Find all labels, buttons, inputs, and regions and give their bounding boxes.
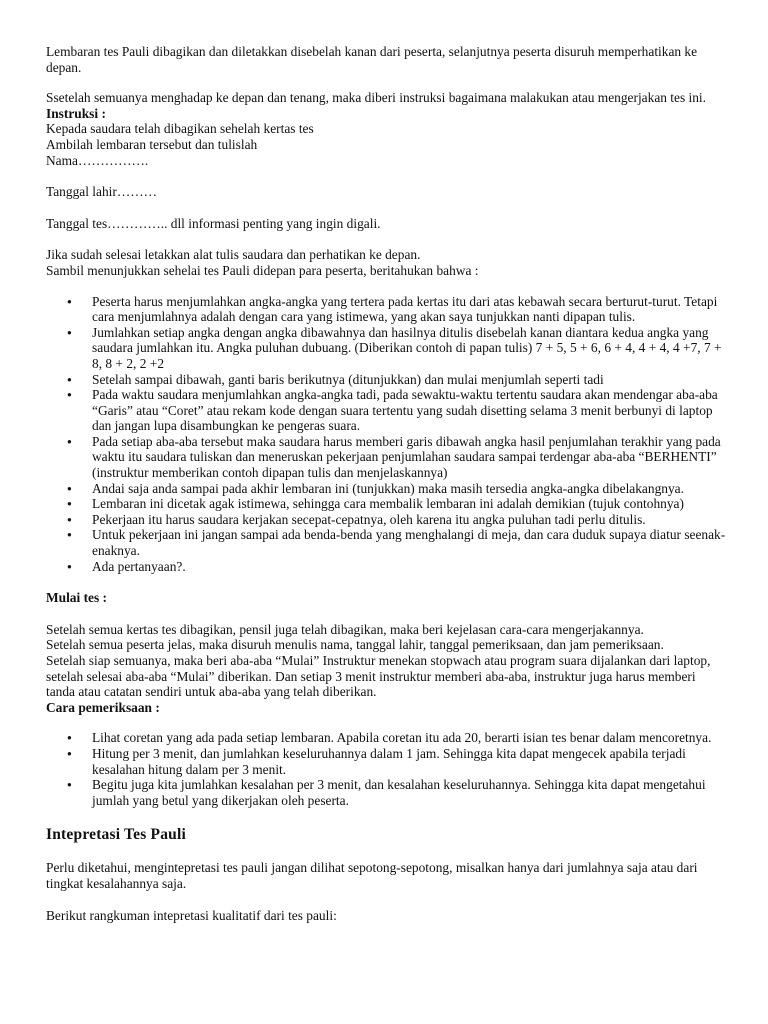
list-item xyxy=(92,387,726,434)
interpretasi-paragraph-2: Berikut rangkuman intepretasi kualitatif dari tes pauli: xyxy=(46,907,337,923)
intro-paragraph-2: Ssetelah semuanya menghadap ke depan dan tenang, maka diberi instruksi bagaimana malakukan atau mengerjakan tes ini. xyxy=(46,90,707,106)
pemeriksaan-text: Hitung per 3 menit, dan jumlahkan keseluruhannya dalam 1 jam. Sehingga kita dapat mengecek apabila terjadi kesalahan hitung dalam per 3 menit. xyxy=(92,745,686,777)
pemeriksaan-heading: Cara pemeriksaan : xyxy=(46,699,160,715)
list-item xyxy=(92,481,726,497)
instruksi-heading: Instruksi : xyxy=(46,105,106,121)
briefing-line-2: Sambil menunjukkan sehelai tes Pauli didepan para peserta, beritahukan bahwa : xyxy=(46,262,479,278)
instruksi-nama: Nama……………. xyxy=(46,152,149,168)
interpretasi-paragraph-1: Perlu diketahui, mengintepretasi tes pauli jangan dilihat sepotong-sepotong, misalkan hanya dari jumlahnya saja atau dari tingkat kesalahannya saja. xyxy=(46,860,698,891)
interpretasi-heading: Intepretasi Tes Pauli xyxy=(46,826,186,844)
rule-text: Untuk pekerjaan ini jangan sampai ada benda-benda yang menghalangi di meja, dan cara duduk supaya diatur seenak-enaknya. xyxy=(92,527,726,559)
list-item xyxy=(92,325,726,372)
list-item xyxy=(92,730,726,746)
intro-paragraph-1: Lembaran tes Pauli dibagikan dan diletakkan disebelah kanan dari peserta, selanjutnya peserta disuruh memperhatikan ke depan. xyxy=(46,44,698,75)
list-item xyxy=(92,372,726,388)
list-item xyxy=(92,777,726,808)
pemeriksaan-text: Lihat coretan yang ada pada setiap lembaran. Apabila coretan itu ada 20, berarti isian tes benar dalam mencoretnya. xyxy=(92,730,712,746)
mulai-heading: Mulai tes : xyxy=(46,590,107,606)
instruksi-tanggal-tes: Tanggal tes………….. dll informasi penting yang ingin digali. xyxy=(46,215,381,231)
rule-text: Andai saja anda sampai pada akhir lembaran ini (tunjukkan) maka masih tersedia angka-angka dibelakangnya. xyxy=(92,480,684,496)
mulai-line-3: Setelah siap semuanya, maka beri aba-aba “Mulai” Instruktur menekan stopwach atau program suara dijalankan dari laptop, setelah selesai aba-aba “Mulai” diberikan. Dan setiap 3 menit instruktur memberi aba-aba, instruktur juga harus memberi tanda atau catatan sendiri untuk aba-aba yang telah diberikan. xyxy=(46,653,711,700)
rule-note: (instruktur memberikan contoh dipapan tulis dan menjelaskannya) xyxy=(92,465,448,481)
list-item xyxy=(92,434,726,481)
mulai-line-1: Setelah semua kertas tes dibagikan, pensil juga telah dibagikan, maka beri kejelasan cara-cara mengerjakannya. xyxy=(46,621,644,637)
mulai-line-2: Setelah semua peserta jelas, maka disuruh menulis nama, tanggal lahir, tanggal pemeriksaan, dan jam pemeriksaan. xyxy=(46,637,664,653)
list-item xyxy=(92,496,726,512)
document-page xyxy=(46,44,726,923)
instruksi-line-1: Kepada saudara telah dibagikan sehelah kertas tes xyxy=(46,121,314,137)
rule-text: Pada waktu saudara menjumlahkan angka-angka tadi, pada sewaktu-waktu tertentu saudara akan mendengar aba-aba “Garis” atau “Coret” atau rekam kode dengan suara tertentu yang sudah disetting selama 3 menit berbunyi di laptop dan jangan lupa disambungkan ke pengeras suara. xyxy=(92,387,718,434)
pemeriksaan-text: Begitu juga kita jumlahkan kesalahan per 3 menit, dan kesalahan keseluruhannya. Sehingga kita dapat mengetahui jumlah yang betul yang dikerjakan oleh peserta. xyxy=(92,777,706,808)
rule-text: Peserta harus menjumlahkan angka-angka yang tertera pada kertas itu dari atas kebawah secara berturut-turut. Tetapi cara menjumlahnya adalah dengan cara yang istimewa, yang akan saya tunjukkan nanti dipapan tulis. xyxy=(92,293,718,325)
list-item xyxy=(92,527,726,558)
rule-text: Pekerjaan itu harus saudara kerjakan secepat-cepatnya, oleh karena itu angka puluhan tadi perlu ditulis. xyxy=(92,511,646,527)
rule-text: Lembaran ini dicetak agak istimewa, sehingga cara membalik lembaran ini adalah demikian (tujuk contohnya) xyxy=(92,496,684,512)
rule-text: Jumlahkan setiap angka dengan angka dibawahnya dan hasilnya ditulis disebelah kanan diantara kedua angka yang saudara jumlahkan itu. Angka puluhan dubuang. (Diberikan contoh di papan tulis) 7 + 5, 5 + 6, 6 + 4, 4 + 4, 4 +7, 7 + 8, 8 + 2, 2 +2 xyxy=(92,324,722,371)
rule-text: Setelah sampai dibawah, ganti baris berikutnya (ditunjukkan) dan mulai menjumlah seperti tadi xyxy=(92,371,604,387)
list-item xyxy=(92,294,726,325)
list-item xyxy=(92,746,726,777)
instruksi-line-2: Ambilah lembaran tersebut dan tulislah xyxy=(46,136,258,152)
briefing-line-1: Jika sudah selesai letakkan alat tulis saudara dan perhatikan ke depan. xyxy=(46,247,421,263)
list-item xyxy=(92,559,726,575)
rules-list xyxy=(46,294,726,575)
rule-text: Ada pertanyaan?. xyxy=(92,558,186,574)
pemeriksaan-list xyxy=(46,730,726,808)
rule-text: Pada setiap aba-aba tersebut maka saudara harus memberi garis dibawah angka hasil penjumlahan terakhir yang pada waktu itu saudara tuliskan dan meneruskan pekerjaan penjumlahan saudara sampai terdengar aba-aba “BERHENTI” xyxy=(92,433,721,465)
instruksi-tanggal-lahir: Tanggal lahir……… xyxy=(46,184,157,200)
list-item xyxy=(92,512,726,528)
